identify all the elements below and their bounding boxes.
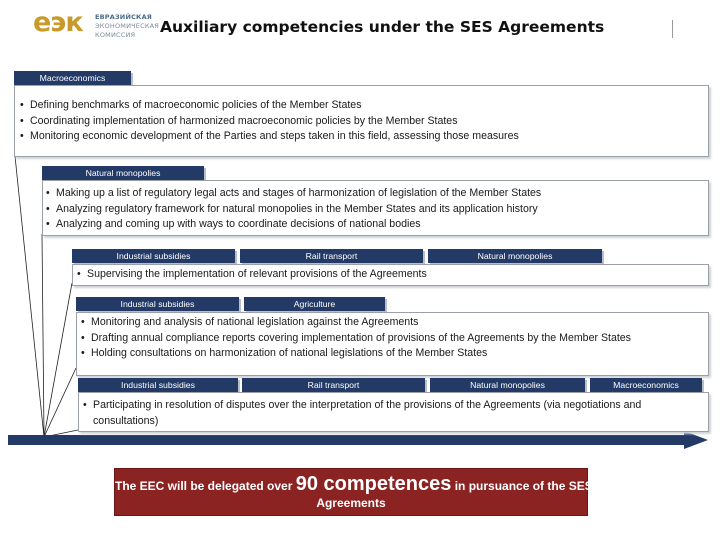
logo-line-1: ЕВРАЗИЙСКАЯ [95,13,153,21]
tag-macroeconomics: Macroeconomics [590,378,702,392]
tag-rail-transport: Rail transport [242,378,425,392]
list-item: • Making up a list of regulatory legal acts and stages of harmonization of legislation of the Member States [46,186,708,202]
connector-line [44,283,72,437]
timeline-arrow [8,431,708,449]
macroeconomics-box [14,85,709,157]
tag-industrial-subsidies: Industrial subsidies [78,378,238,392]
dispute-resolution-box [78,392,709,432]
list-item: • Supervising the implementation of relevant provisions of the Agreements [77,267,708,283]
list-item: • Analyzing and coming up with ways to coordinate decisions of national bodies [46,217,708,233]
list-item: • Monitoring economic development of the Parties and steps taken in this field, assessing those measures [20,129,708,145]
logo-line-3: КОМИССИЯ [95,31,136,39]
natural-monopolies-box [42,180,709,236]
list-item: • Drafting annual compliance reports covering implementation of provisions of the Agreements by the Member States [81,331,700,347]
tag-industrial-subsidies: Industrial subsidies [76,297,239,311]
connector-line [44,368,76,437]
supervision-box [72,264,709,286]
tag-natural-monopolies: Natural monopolies [430,378,585,392]
tag-rail-transport: Rail transport [240,249,423,263]
tag-natural-monopolies: Natural monopolies [428,249,602,263]
tag-macroeconomics: Macroeconomics [14,71,131,85]
tag-industrial-subsidies: Industrial subsidies [72,249,235,263]
callout-line-2: Agreements [316,496,386,510]
logo-line-2: ЭКОНОМИЧЕСКАЯ [95,22,160,30]
list-item: • Participating in resolution of disputes over the interpretation of the provisions of the Agreements (via negotiations and consultations) [83,398,698,429]
connector-line [15,156,44,437]
monitoring-box [76,312,709,376]
tag-agriculture: Agriculture [244,297,385,311]
connector-line [42,234,44,437]
list-item: • Defining benchmarks of macroeconomic policies of the Member States [20,98,708,114]
logo-mark: еэк [33,7,83,38]
callout-line-1 [115,473,593,496]
list-item: • Analyzing regulatory framework for natural monopolies in the Member States and its application history [46,202,708,218]
competences-callout [114,468,593,516]
tag-natural-monopolies: Natural monopolies [42,166,204,180]
callout-emphasis: competences [317,473,452,495]
callout-suffix: in pursuance of the SES [451,479,593,493]
list-item: • Monitoring and analysis of national legislation against the Agreements [81,315,700,331]
list-item: • Coordinating implementation of harmonized macroeconomic policies by the Member States [20,114,708,130]
page-title: Auxiliary competencies under the SES Agreements [160,18,605,36]
list-item: • Holding consultations on harmonization of national legislations of the Member States [81,346,700,362]
callout-number: 90 [295,473,318,495]
callout-prefix: The EEC will be delegated over [115,479,296,493]
